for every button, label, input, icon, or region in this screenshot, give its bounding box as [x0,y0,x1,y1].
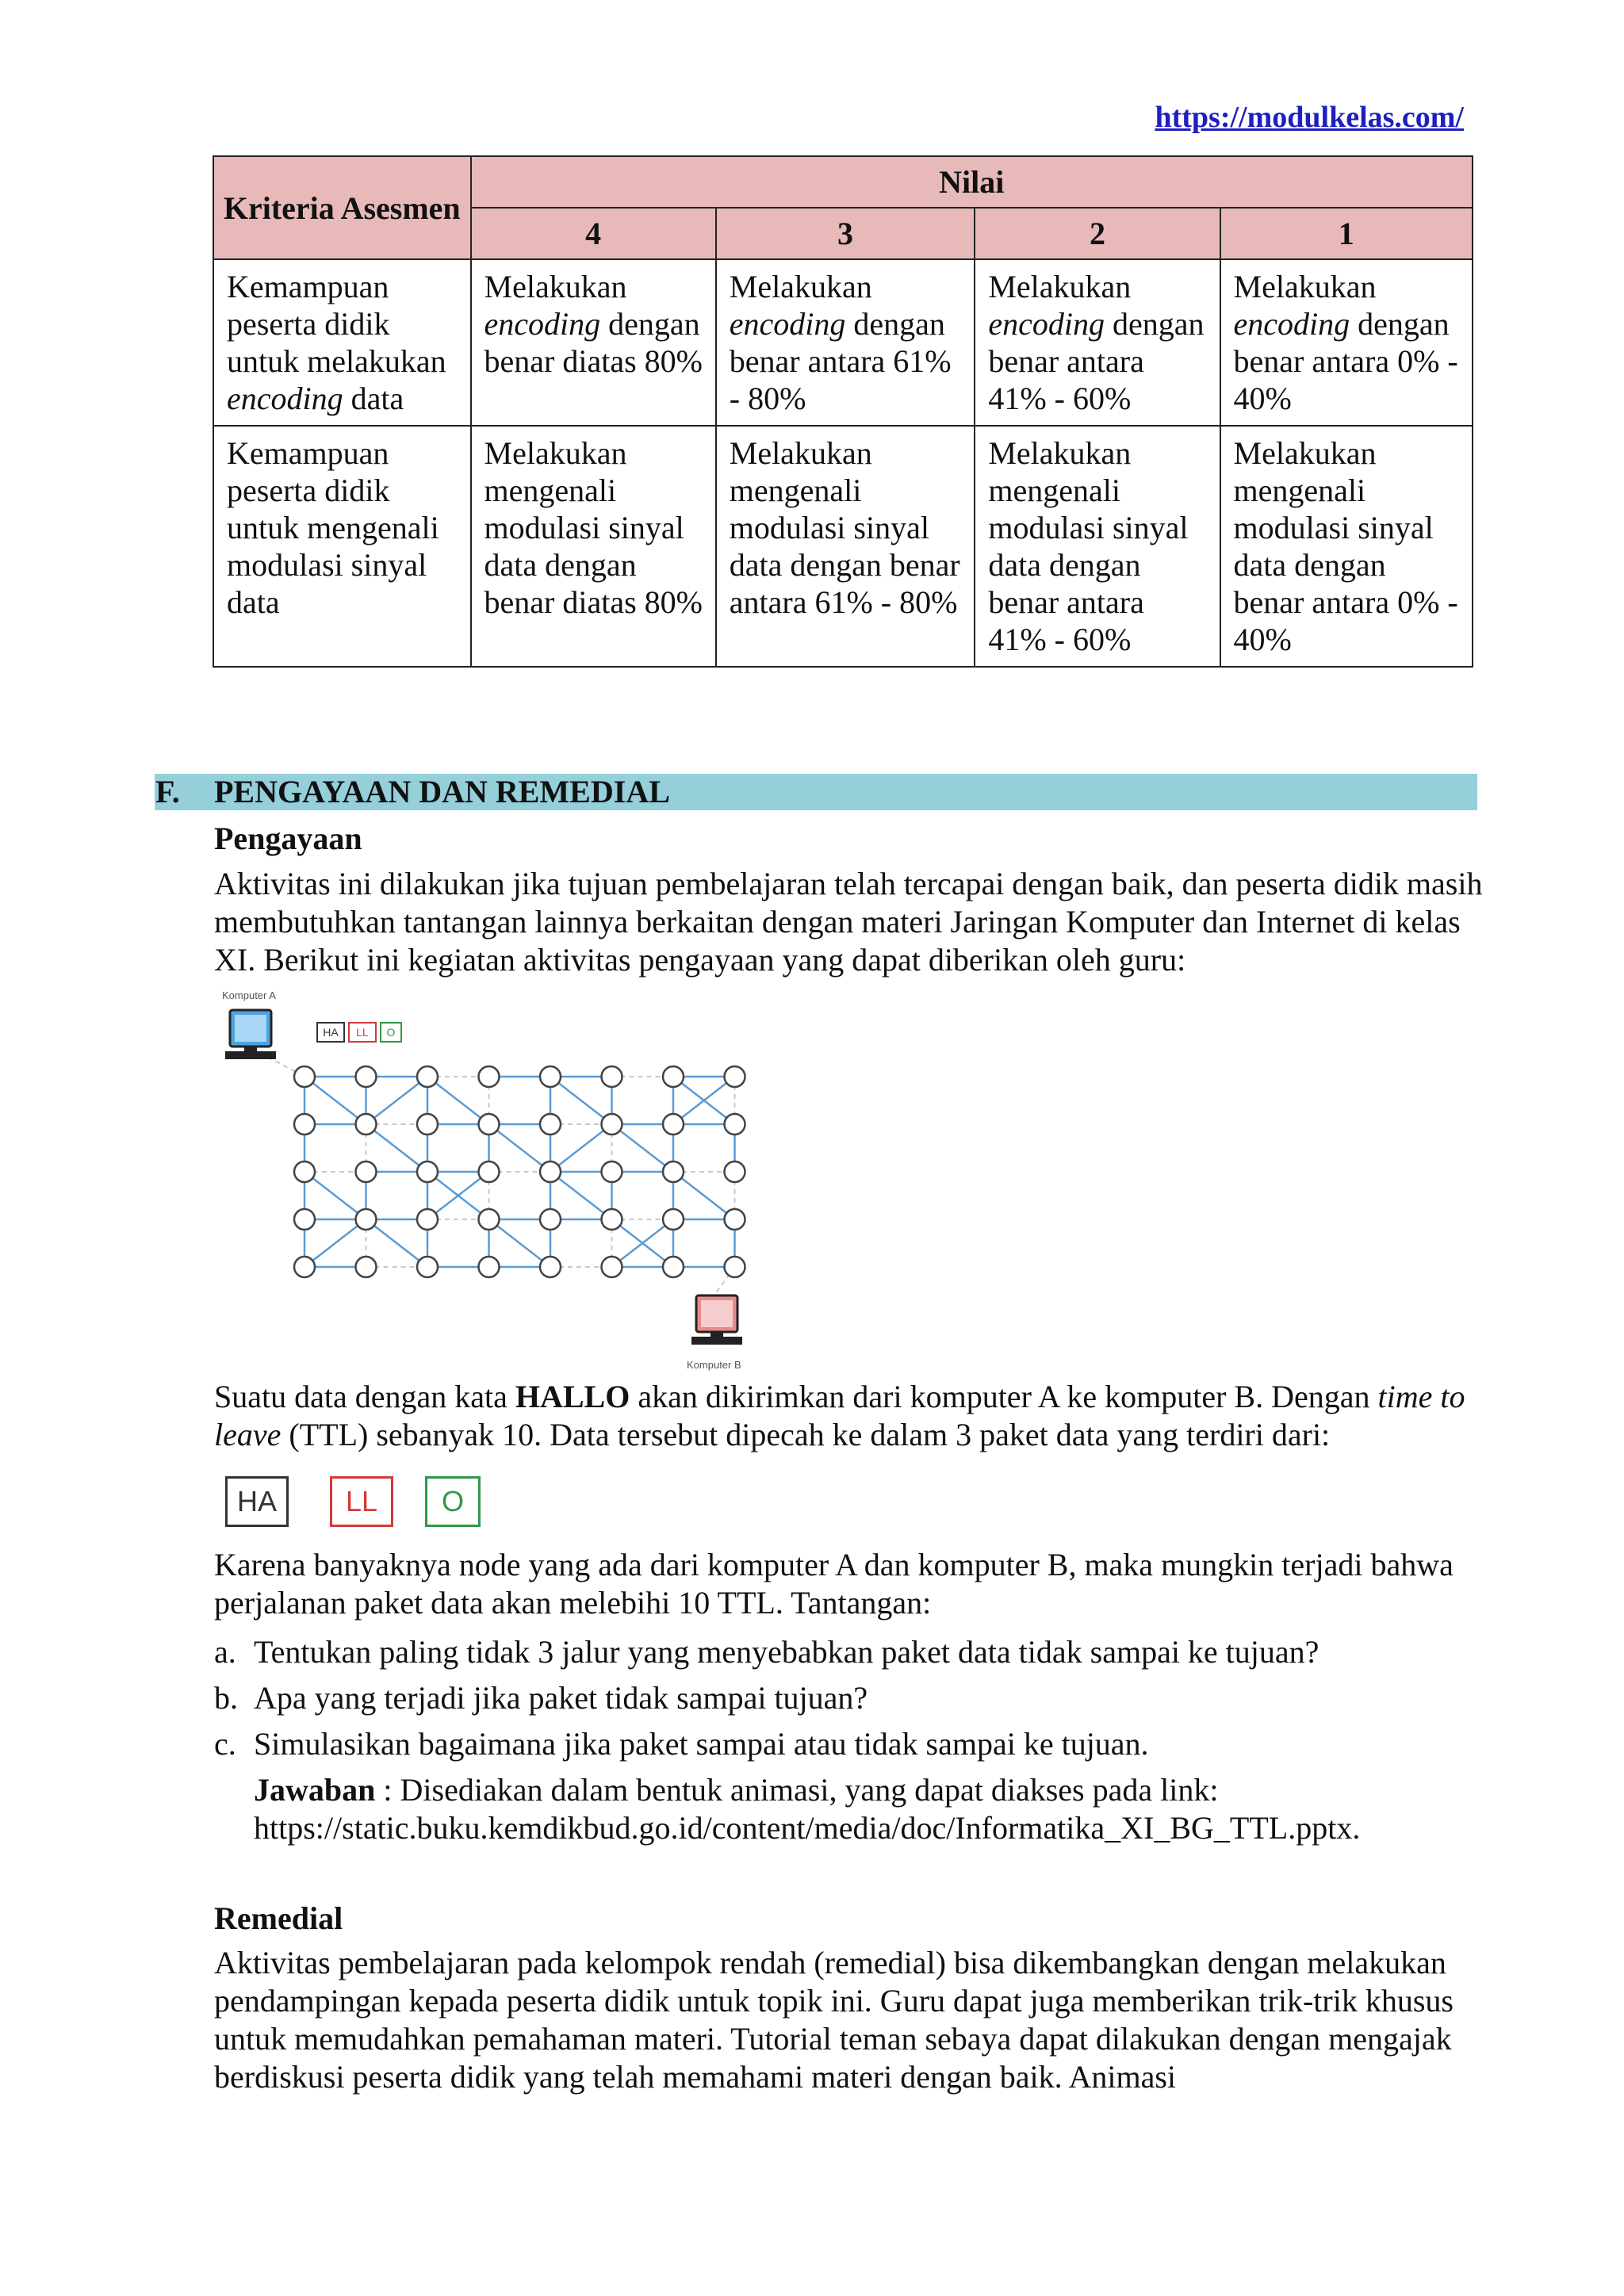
network-link [489,1124,551,1172]
network-link [304,1077,366,1124]
network-node [663,1114,684,1135]
section-title: PENGAYAAN DAN REMEDIAL [214,774,670,809]
section-letter: F. [155,774,180,809]
pengayaan-heading: Pengayaan [214,821,362,856]
pengayaan-intro: Aktivitas ini dilakukan jika tujuan pembelajaran telah tercapai dengan baik, dan peserta didik masih membutuhkan tantangan lainnya berkaitan dengan materi Jaringan Komputer dan Internet di kelas XI. Berikut ini kegiatan aktivitas pengayaan yang dapat diberikan oleh guru: [214,866,1483,978]
network-link [304,1172,366,1219]
network-node [540,1066,561,1087]
computer-b-label: Komputer B [687,1359,741,1371]
network-node [663,1161,684,1182]
network-node [479,1257,500,1277]
list-item: a. Tentukan paling tidak 3 jalur yang menyebabkan paket data tidak sampai ke tujuan? [214,1634,1320,1670]
list-item: c. Simulasikan bagaimana jika paket sampai atau tidak sampai ke tujuan. [214,1726,1149,1762]
network-link [489,1219,551,1267]
list-item: b. Apa yang terjadi jika paket tidak sampai tujuan? [214,1680,868,1716]
network-node [602,1209,622,1230]
packet-mini-ll: LL [356,1026,369,1039]
score-header: 4 [471,208,716,259]
network-link [427,1077,489,1124]
network-node [417,1114,438,1135]
network-node [725,1161,745,1182]
packet-mini-o: O [386,1026,396,1039]
network-link [550,1172,612,1219]
network-node [479,1209,500,1230]
network-node [663,1257,684,1277]
network-diagram [222,989,761,1373]
network-node [294,1161,315,1182]
paragraph-ttl: Karena banyaknya node yang ada dari komputer A dan komputer B, maka mungkin terjadi bahwa perjalanan paket data akan melebihi 10 TTL. Tantangan: [214,1547,1454,1621]
paragraph-hallo: Suatu data dengan kata HALLO akan dikirimkan dari komputer A ke komputer B. Dengan time to leave (TTL) sebanyak 10. Data tersebut dipecah ke dalam 3 paket data yang terdiri dari: [214,1379,1465,1452]
packet-ha: HA [225,1476,289,1527]
score-header: 3 [716,208,975,259]
score-cell: Melakukan encoding dengan benar antara 0% - 40% [1220,259,1473,426]
network-node [356,1161,377,1182]
computer-a-label: Komputer A [222,989,276,1001]
score-cell: Melakukan encoding dengan benar diatas 80% [471,259,716,426]
table-row [213,259,1473,426]
network-node [540,1257,561,1277]
network-link [366,1124,428,1172]
network-node [602,1161,622,1182]
network-link [366,1077,428,1124]
table-row [213,426,1473,667]
score-cell: Melakukan mengenali modulasi sinyal data dengan benar diatas 80% [471,426,716,667]
network-node [602,1257,622,1277]
assessment-table [213,155,1473,668]
network-node [602,1066,622,1087]
score-cell: Melakukan mengenali modulasi sinyal data dengan benar antara 41% - 60% [975,426,1220,667]
network-node [417,1209,438,1230]
network-link [673,1172,735,1219]
network-node [417,1257,438,1277]
remedial-text: Aktivitas pembelajaran pada kelompok rendah (remedial) bisa dikembangkan dengan melakukan pendampingan kepada peserta didik untuk topik ini. Guru dapat juga memberikan trik-trik khusus untuk memudahkan pemahaman materi. Tutorial teman sebaya dapat dilakukan dengan mengajak berdiskusi peserta didik yang telah memahami materi dengan baik. Animasi [214,1945,1454,2095]
network-node [356,1257,377,1277]
score-cell: Melakukan encoding dengan benar antara 41% - 60% [975,259,1220,426]
network-node [294,1066,315,1087]
network-node [356,1066,377,1087]
computer-a-icon [225,1010,276,1059]
network-node [540,1161,561,1182]
network-node [479,1066,500,1087]
score-header: 2 [975,208,1220,259]
network-node [540,1209,561,1230]
header-link[interactable]: https://modulkelas.com/ [1155,101,1464,134]
score-header: 1 [1220,208,1473,259]
network-node [663,1066,684,1087]
network-link [612,1124,674,1172]
network-node [725,1066,745,1087]
network-link [366,1219,428,1267]
packet-mini-ha: HA [323,1026,339,1039]
network-node [602,1114,622,1135]
remedial-heading: Remedial [214,1900,343,1936]
packet-o: O [425,1476,481,1527]
score-cell: Melakukan encoding dengan benar antara 61% - 80% [716,259,975,426]
network-node [479,1114,500,1135]
network-node [479,1161,500,1182]
answer-link[interactable]: https://static.buku.kemdikbud.go.id/content/media/doc/Informatika_XI_BG_TTL.pptx. [254,1810,1361,1846]
criteria-cell: Kemampuan peserta didik untuk mengenali modulasi sinyal data [213,426,471,667]
criteria-cell: Kemampuan peserta didik untuk melakukan encoding data [213,259,471,426]
score-cell: Melakukan mengenali modulasi sinyal data dengan benar antara 61% - 80% [716,426,975,667]
network-node [725,1257,745,1277]
network-node [540,1114,561,1135]
network-node [725,1209,745,1230]
answer-line: Jawaban : Disediakan dalam bentuk animasi, yang dapat diakses pada link: [254,1772,1219,1808]
network-node [294,1209,315,1230]
network-node [417,1161,438,1182]
criteria-header: Kriteria Asesmen [213,156,471,259]
network-link [550,1124,612,1172]
network-node [356,1209,377,1230]
network-link [304,1219,366,1267]
network-node [725,1114,745,1135]
network-node [294,1257,315,1277]
nilai-header: Nilai [471,156,1473,208]
network-node [356,1114,377,1135]
network-node [417,1066,438,1087]
packet-ll: LL [330,1476,393,1527]
network-node [663,1209,684,1230]
computer-b-icon [691,1295,742,1345]
score-cell: Melakukan mengenali modulasi sinyal data dengan benar antara 0% - 40% [1220,426,1473,667]
network-link [550,1077,612,1124]
network-node [294,1114,315,1135]
